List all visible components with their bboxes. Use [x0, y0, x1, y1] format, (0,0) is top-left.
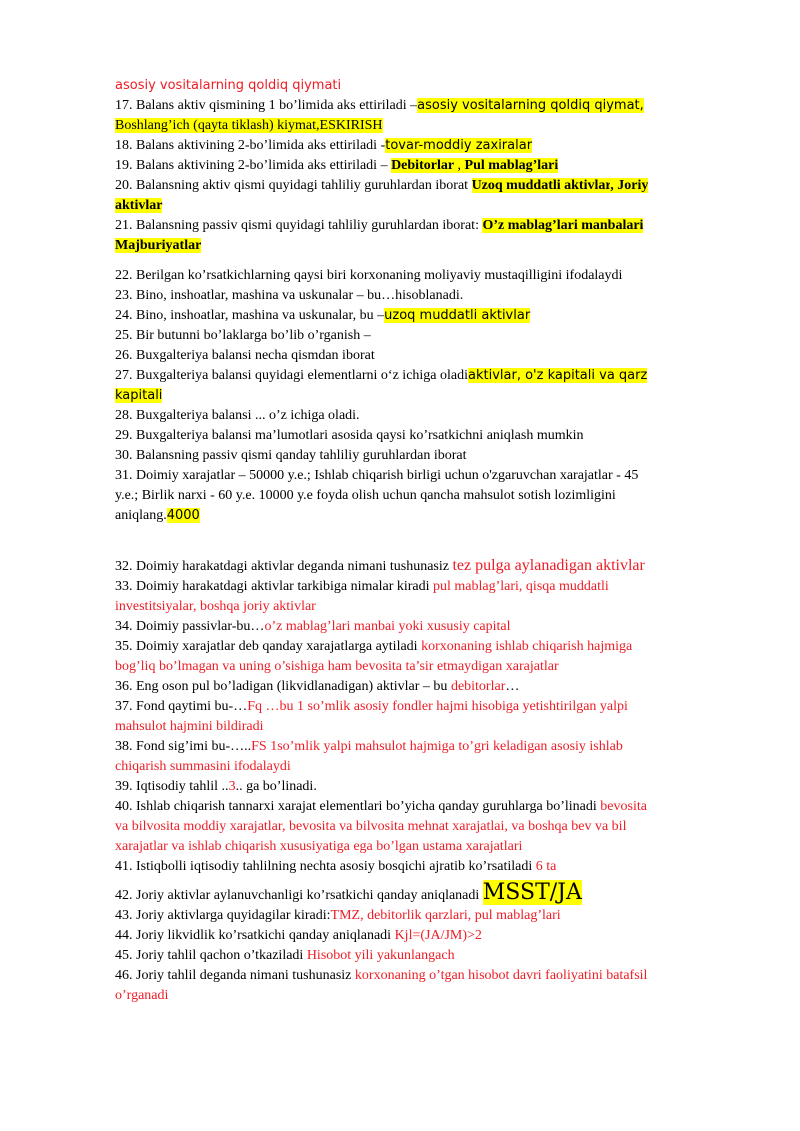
question-text: 42. Joriy aktivlar aylanuvchanligi ko’rsatkichi qanday aniqlanadi [115, 888, 483, 903]
answer-highlight: Pul mablag’lari [464, 158, 559, 173]
question-40 [115, 797, 735, 857]
answer-red: mahsulot hajmini bildiradi [115, 719, 264, 734]
answer-highlight: Uzoq muddatli aktivlar [471, 178, 611, 193]
question-23 [115, 286, 735, 306]
answer-highlight: kapitali [115, 388, 163, 403]
question-text: 32. Doimiy harakatdagi aktivlar deganda nimani tushunasiz [115, 559, 453, 574]
document-body [115, 76, 735, 1006]
answer-highlight: asosiy vositalarning qoldiq qiymat, [417, 98, 644, 113]
answer-highlight: Joriy [617, 178, 649, 193]
answer-red: tez pulga aylanadigan aktivlar [452, 557, 645, 574]
question-text: 31. Doimiy xarajatlar – 50000 y.e.; Ishlab chiqarish birligi uchun o'zgaruvchan xarajatlar - 45 [115, 468, 639, 483]
question-text: 35. Doimiy xarajatlar deb qanday xarajatlarga aytiladi [115, 639, 422, 654]
answer-red: Hisobot yili yakunlangach [306, 948, 455, 963]
question-43 [115, 906, 735, 926]
question-44 [115, 926, 735, 946]
question-text: 46. Joriy tahlil deganda nimani tushunasiz [115, 968, 355, 983]
question-19 [115, 156, 735, 176]
question-39 [115, 777, 735, 797]
question-text: 36. Eng oson pul bo’ladigan (likvidlanadigan) aktivlar – bu [115, 679, 451, 694]
answer-separator: , [610, 178, 618, 193]
answer-highlight: 4000 [166, 508, 200, 523]
answer-red: pul mablag’lari, qisqa muddatli [433, 579, 609, 594]
question-35 [115, 637, 735, 677]
question-text: 33. Doimiy harakatdagi aktivlar tarkibiga nimalar kiradi [115, 579, 434, 594]
question-text: 37. Fond qaytimi bu-… [115, 699, 248, 714]
question-46 [115, 966, 735, 1006]
question-45 [115, 946, 735, 966]
question-text: 25. Bir butunni bo’laklarga bo’lib o’rganish – [115, 328, 371, 343]
question-text: 41. Istiqbolli iqtisodiy tahlilning nechta asosiy bosqichi ajratib ko’rsatiladi [115, 859, 536, 874]
question-text: aniqlang. [115, 508, 167, 523]
answer-red: Kjl=(JA/JM)>2 [394, 928, 482, 943]
question-42 [115, 880, 735, 906]
question-text: 20. Balansning aktiv qismi quyidagi tahliliy guruhlardan iborat [115, 178, 472, 193]
answer-red: xarajatlar va ishlab chiqarish xususiyatiga ega bo’lgan ustama xarajatlari [115, 839, 523, 854]
question-30 [115, 446, 735, 466]
question-37 [115, 697, 735, 737]
question-29 [115, 426, 735, 446]
question-41 [115, 857, 735, 877]
question-text: 43. Joriy aktivlarga quyidagilar kiradi: [115, 908, 331, 923]
question-25 [115, 326, 735, 346]
question-28 [115, 406, 735, 426]
question-text: 39. Iqtisodiy tahlil .. [115, 779, 229, 794]
question-text: 27. Buxgalteriya balansi quyidagi elementlarni o‘z ichiga oladi [115, 368, 469, 383]
question-22 [115, 266, 735, 286]
answer-red: o’z mablag’lari manbai yoki xususiy capital [264, 619, 511, 634]
question-33 [115, 577, 735, 617]
answer-red: TMZ, debitorlik qarzlari, pul mablag’lari [330, 908, 561, 923]
question-text: .. ga bo’linadi. [235, 779, 317, 794]
question-text: 21. Balansning passiv qismi quyidagi tahliliy guruhlardan iborat: [115, 218, 483, 233]
question-text: 23. Bino, inshoatlar, mashina va uskunalar – bu…hisoblanadi. [115, 288, 464, 303]
question-18 [115, 136, 735, 156]
question-text: 29. Buxgalteriya balansi ma’lumotlari asosida qaysi ko’rsatkichni aniqlash mumkin [115, 428, 584, 443]
question-text: 17. Balans aktiv qismining 1 bo’limida aks ettiriladi – [115, 98, 418, 113]
answer-highlight: tovar-moddiy zaxiralar [385, 138, 533, 153]
answer-red: va bilvosita moddiy xarajatlar, bevosita va bilvosita mehnat xarajatlai, va boshqa bev va bil [115, 819, 627, 834]
answer-separator: , [454, 158, 465, 173]
answer-red: korxonaning ishlab chiqarish hajmiga [421, 639, 633, 654]
question-text: 34. Doimiy passivlar-bu… [115, 619, 265, 634]
answer-highlight: uzoq muddatli aktivlar [384, 308, 531, 323]
answer-red: o’rganadi [115, 988, 169, 1003]
answer-highlight: Majburiyatlar [115, 238, 202, 253]
question-text: 26. Buxgalteriya balansi necha qismdan iborat [115, 348, 375, 363]
answer-red: FS 1so’mlik yalpi mahsulot hajmiga to’gri keladigan asosiy ishlab [251, 739, 623, 754]
question-27 [115, 366, 735, 406]
spacer [115, 256, 735, 266]
question-text: 40. Ishlab chiqarish tannarxi xarajat elementlari bo’yicha qanday guruhlarga bo’linadi [115, 799, 601, 814]
question-text: 18. Balans aktivining 2-bo’limida aks ettiriladi - [115, 138, 386, 153]
question-text: 30. Balansning passiv qismi qanday tahliliy guruhlardan iborat [115, 448, 467, 463]
answer-red: korxonaning o’tgan hisobot davri faoliyatini batafsil [354, 968, 648, 983]
question-text: y.e.; Birlik narxi - 60 y.e. 10000 y.e foyda olish uchun qancha mahsulot sotish lozimligini [115, 488, 616, 503]
answer-red: Fq …bu 1 so’mlik asosiy fondler hajmi hisobiga yetishtirilgan yalpi [247, 699, 628, 714]
question-17 [115, 96, 735, 136]
answer-highlight: O’z mablag’lari manbalari [482, 218, 644, 233]
answer-red: chiqarish summasini ifodalaydi [115, 759, 291, 774]
question-36 [115, 677, 735, 697]
answer-highlight: MSST/JA [482, 880, 582, 905]
question-text: 28. Buxgalteriya balansi ... o’z ichiga oladi. [115, 408, 360, 423]
answer-red: investitsiyalar, boshqa joriy aktivlar [115, 599, 316, 614]
question-text: 44. Joriy likvidlik ko’rsatkichi qanday aniqlanadi [115, 928, 395, 943]
answer-red: bevosita [600, 799, 647, 814]
question-24 [115, 306, 735, 326]
answer-highlight: aktivlar, o'z kapitali va qarz [468, 368, 648, 383]
question-21 [115, 216, 735, 256]
answer-red: debitorlar [450, 679, 506, 694]
question-text: 38. Fond sig’imi bu-….. [115, 739, 252, 754]
question-38 [115, 737, 735, 777]
answer-red: bog’liq bo’lmagan va uning o’sishiga ham bevosita ta’sir etmaydigan xarajatlar [115, 659, 559, 674]
question-text: … [505, 679, 520, 694]
answer-red: 6 ta [535, 859, 557, 874]
question-text: 22. Berilgan ko’rsatkichlarning qaysi biri korxonaning moliyaviy mustaqilligini ifodalaydi [115, 268, 623, 283]
answer-highlight: aktivlar [115, 198, 163, 213]
question-text: 45. Joriy tahlil qachon o’tkaziladi [115, 948, 307, 963]
answer-highlight: Boshlang’ich (qayta tiklash) kiymat,ESKIRISH [115, 118, 383, 133]
answer-highlight: Debitorlar [391, 158, 455, 173]
question-32 [115, 556, 735, 577]
answer-red: 3 [228, 779, 236, 794]
question-34 [115, 617, 735, 637]
question-text: 19. Balans aktivining 2-bo’limida aks ettiriladi – [115, 158, 392, 173]
question-20 [115, 176, 735, 216]
heading-line [115, 76, 735, 96]
question-31 [115, 466, 735, 526]
spacer [115, 526, 735, 556]
question-text: 24. Bino, inshoatlar, mashina va uskunalar, bu – [115, 308, 385, 323]
question-26 [115, 346, 735, 366]
top-red-text: asosiy vositalarning qoldiq qiymati [115, 78, 342, 93]
